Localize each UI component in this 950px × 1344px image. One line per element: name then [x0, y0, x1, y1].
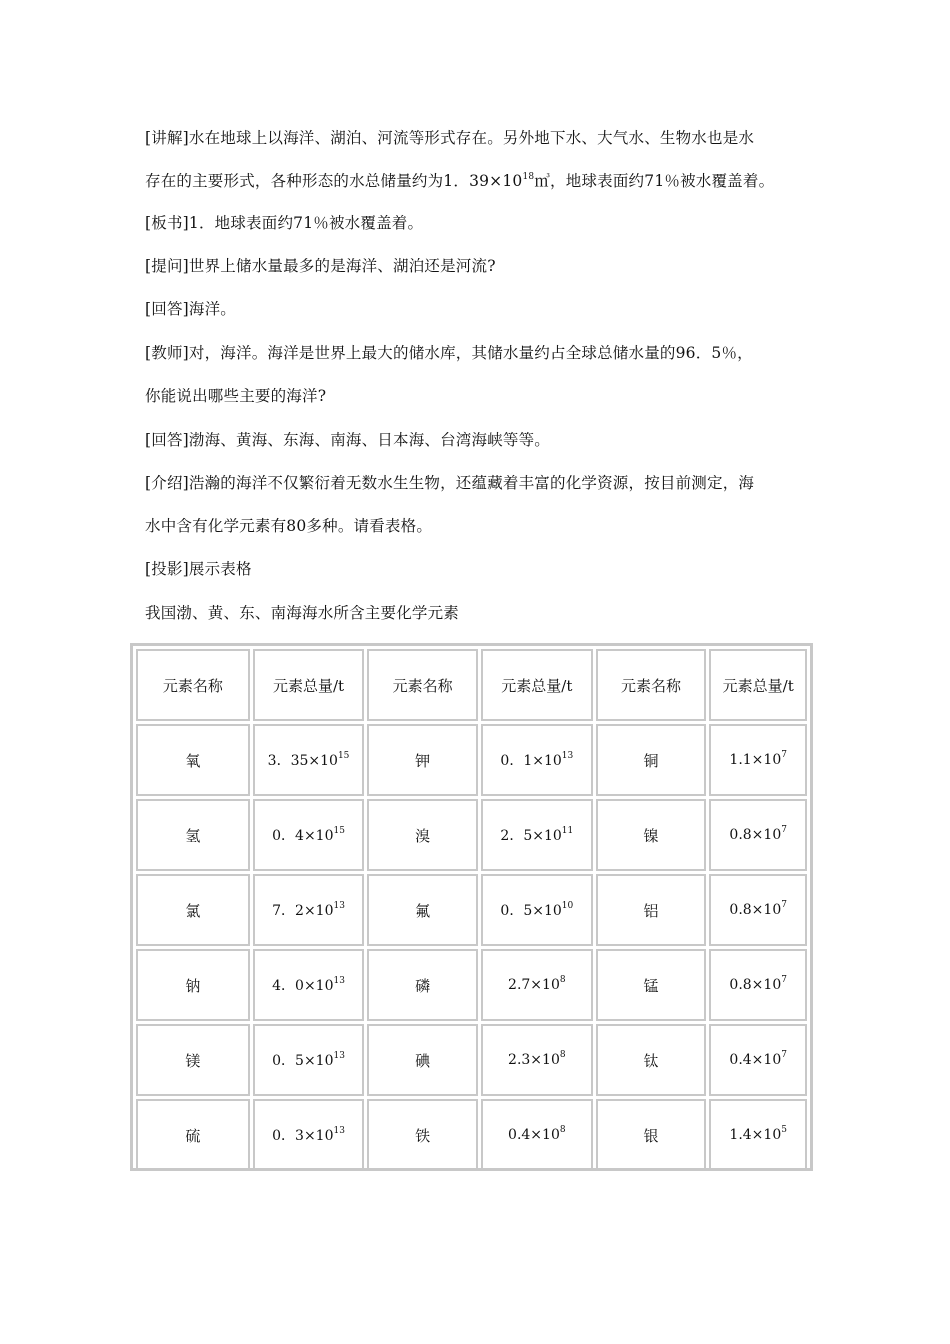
element-total-cell	[253, 724, 364, 796]
total-base: 2.7×10	[508, 977, 560, 993]
total-exponent: 7	[781, 825, 787, 835]
element-total-cell	[253, 1099, 364, 1171]
header-element-total: 元素总量/t	[481, 649, 592, 721]
element-total-cell	[253, 949, 364, 1021]
total-base: 0．5×10	[272, 1053, 334, 1069]
table-row	[136, 724, 807, 796]
element-name-cell: 镍	[596, 799, 707, 871]
total-exponent: 8	[559, 1050, 566, 1060]
total-base: 1.4×10	[729, 1127, 782, 1143]
table-caption: 我国渤、黄、东、南海海水所含主要化学元素	[145, 604, 460, 622]
table-header-row	[136, 649, 807, 721]
element-total-cell	[481, 724, 592, 796]
total-base: 0.4×10	[729, 1052, 782, 1068]
element-total-cell	[481, 799, 592, 871]
element-name-cell: 铁	[367, 1099, 478, 1171]
element-total-cell	[481, 949, 592, 1021]
paragraph-answer-1: [回答]海洋。	[145, 300, 236, 318]
total-base: 0．3×10	[272, 1128, 334, 1144]
total-exponent: 10	[561, 901, 574, 911]
total-exponent: 8	[559, 975, 566, 985]
table-row	[136, 1024, 807, 1096]
element-total-cell	[709, 1099, 807, 1171]
header-element-total: 元素总量/t	[709, 649, 807, 721]
element-name-cell: 氟	[367, 874, 478, 946]
element-total-cell	[709, 949, 807, 1021]
total-exponent: 15	[337, 751, 350, 761]
element-total-cell	[481, 1099, 592, 1171]
paragraph-intro-1: [介绍]浩瀚的海洋不仅繁衍着无数水生生物，还蕴藏着丰富的化学资源，按目前测定，海	[145, 474, 755, 492]
paragraph-teacher-1: [教师]对，海洋。海洋是世界上最大的储水库，其储水量约占全球总储水量的96．5％，	[145, 344, 753, 362]
total-exponent: 13	[333, 976, 345, 986]
total-base: 7．2×10	[272, 903, 334, 919]
total-base: 0．4×10	[272, 828, 334, 844]
total-base: 0.4×10	[508, 1127, 560, 1143]
total-base: 0.8×10	[729, 977, 782, 993]
element-name-cell: 锰	[596, 949, 707, 1021]
paragraph-answer-2: [回答]渤海、黄海、东海、南海、日本海、台湾海峡等等。	[145, 431, 550, 449]
element-total-cell	[481, 1024, 592, 1096]
paragraph-question: [提问]世界上储水量最多的是海洋、湖泊还是河流?	[145, 257, 496, 275]
element-name-cell: 氯	[136, 874, 250, 946]
element-name-cell: 镁	[136, 1024, 250, 1096]
total-base: 2．5×10	[500, 828, 562, 844]
element-total-cell	[709, 799, 807, 871]
element-name-cell: 溴	[367, 799, 478, 871]
paragraph-board: [板书]1．地球表面约71％被水覆盖着。	[145, 214, 424, 232]
header-element-name: 元素名称	[596, 649, 707, 721]
header-element-total: 元素总量/t	[253, 649, 364, 721]
total-exponent: 13	[561, 751, 574, 761]
total-base: 1.1×10	[729, 752, 782, 768]
header-element-name: 元素名称	[367, 649, 478, 721]
element-name-cell: 氧	[136, 724, 250, 796]
element-name-cell: 钛	[596, 1024, 707, 1096]
element-total-cell	[709, 724, 807, 796]
element-name-cell: 铜	[596, 724, 707, 796]
total-base: 4．0×10	[272, 978, 334, 994]
element-name-cell: 钾	[367, 724, 478, 796]
total-exponent: 7	[781, 1050, 787, 1060]
paragraph-lecture-2: 存在的主要形式，各种形态的水总储量约为1．$39\times 10^{18}㎥$，地球表面约71％被水覆盖着。	[145, 172, 775, 190]
total-exponent: 15	[333, 826, 345, 836]
total-base: 2.3×10	[508, 1052, 560, 1068]
total-base: 0．5×10	[500, 903, 562, 919]
element-name-cell: 银	[596, 1099, 707, 1171]
total-exponent: 11	[561, 826, 574, 836]
total-exponent: 7	[781, 975, 787, 985]
paragraph-projection: [投影]展示表格	[145, 560, 252, 578]
element-total-cell	[253, 1024, 364, 1096]
total-exponent: 13	[333, 1051, 345, 1061]
element-total-cell	[709, 874, 807, 946]
table-row	[136, 949, 807, 1021]
total-base: 0.8×10	[729, 902, 782, 918]
element-total-cell	[253, 799, 364, 871]
header-element-name: 元素名称	[136, 649, 250, 721]
paragraph-teacher-2: 你能说出哪些主要的海洋?	[145, 387, 327, 405]
element-name-cell: 铝	[596, 874, 707, 946]
total-exponent: 7	[781, 900, 787, 910]
table-row	[136, 874, 807, 946]
element-total-cell	[709, 1024, 807, 1096]
total-base: 0.8×10	[729, 827, 782, 843]
paragraph-lecture-1: [讲解]水在地球上以海洋、湖泊、河流等形式存在。另外地下水、大气水、生物水也是水	[145, 129, 755, 147]
total-exponent: 5	[781, 1125, 787, 1135]
total-exponent: 8	[559, 1125, 566, 1135]
element-name-cell: 钠	[136, 949, 250, 1021]
paragraph-intro-2: 水中含有化学元素有80多种。请看表格。	[145, 517, 433, 535]
element-table	[130, 643, 813, 1171]
element-name-cell: 氢	[136, 799, 250, 871]
element-total-cell	[481, 874, 592, 946]
element-name-cell: 硫	[136, 1099, 250, 1171]
total-base: 0．1×10	[500, 753, 562, 769]
table-row	[136, 1099, 807, 1171]
element-name-cell: 碘	[367, 1024, 478, 1096]
total-exponent: 13	[333, 1126, 345, 1136]
element-total-cell	[253, 874, 364, 946]
total-base: 3．35×10	[267, 753, 338, 769]
element-name-cell: 磷	[367, 949, 478, 1021]
total-exponent: 13	[333, 901, 345, 911]
table-row	[136, 799, 807, 871]
total-exponent: 7	[781, 750, 787, 760]
